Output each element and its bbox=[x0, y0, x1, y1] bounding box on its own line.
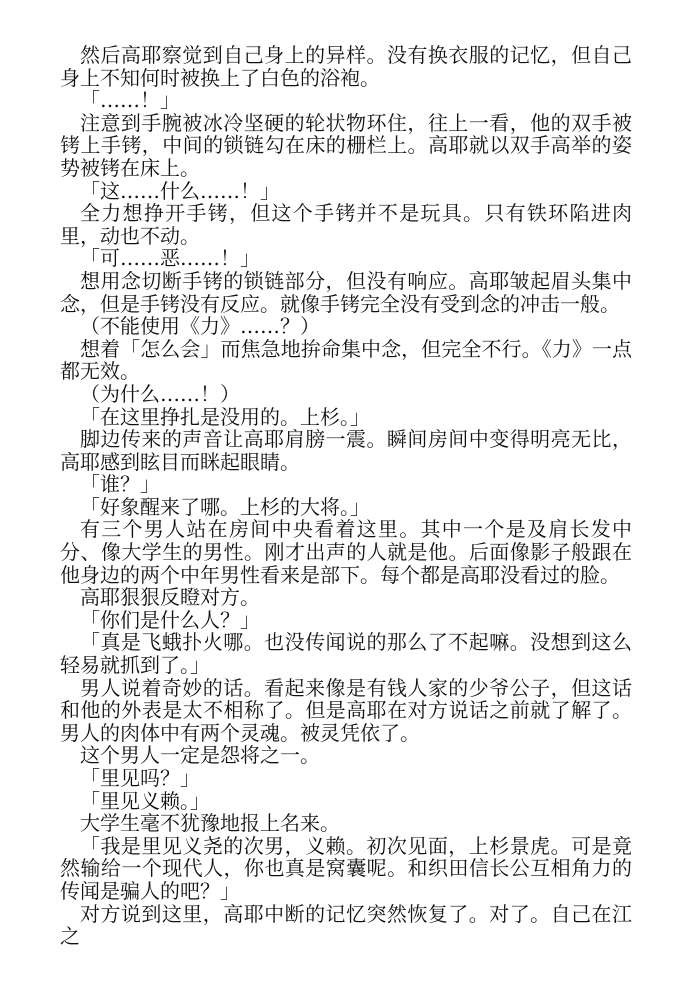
paragraph: 「你们是什么人？」 bbox=[80, 607, 260, 632]
paragraph: 「里见吗？」 bbox=[80, 766, 200, 790]
paragraph: （为什么……！） bbox=[80, 381, 240, 406]
paragraph: 这个男人一定是怨将之一。 bbox=[80, 743, 320, 768]
paragraph: 大学生毫不犹豫地报上名来。 bbox=[80, 811, 340, 836]
paragraph: 「真是飞蛾扑火哪。也没传闻说的那么了不起嘛。没想到这么轻易就抓到了。」 bbox=[60, 630, 632, 678]
paragraph: 「可……恶……！」 bbox=[80, 246, 260, 271]
paragraph: 注意到手腕被冰冷坚硬的轮状物环住，往上一看，他的双手被铐上手铐，中间的锁链勾在床的栅栏上。高耶就以双手高举的姿势被铐在床上。 bbox=[60, 110, 632, 180]
paragraph: 有三个男人站在房间中央看着这里。其中一个是及肩长发中分、像大学生的男性。刚才出声的人就是他。后面像影子般跟在他身边的两个中年男性看来是部下。每个都是高耶没看过的脸。 bbox=[60, 517, 632, 587]
paragraph: 「我是里见义尧的次男，义赖。初次见面，上杉景虎。可是竟然输给一个现代人，你也真是窝囊呢。和织田信长公互相角力的传闻是骗人的吧？」 bbox=[60, 833, 632, 903]
paragraph: 然后高耶察觉到自己身上的异样。没有换衣服的记忆，但自己身上不知何时被换上了白色的浴袍。 bbox=[60, 43, 632, 90]
paragraph: 高耶狠狠反瞪对方。 bbox=[80, 585, 260, 610]
paragraph: 「这……什么……！」 bbox=[80, 178, 280, 203]
paragraph: 想用念切断手铐的锁链部分，但没有响应。高耶皱起眉头集中念，但是手铐没有反应。就像手铐完全没有受到念的冲击一般。 bbox=[60, 268, 632, 316]
paragraph: 对方说到这里，高耶中断的记忆突然恢复了。对了。自己在江之 bbox=[60, 901, 632, 949]
paragraph: 全力想挣开手铐，但这个手铐并不是玩具。只有铁环陷进肉里，动也不动。 bbox=[60, 201, 632, 248]
paragraph: 「谁？」 bbox=[80, 472, 160, 497]
paragraph: 想着「怎么会」而焦急地拚命集中念，但完全不行。《力》一点都无效。 bbox=[60, 336, 632, 384]
paragraph: 「好象醒来了哪。上杉的大将。」 bbox=[80, 494, 370, 519]
paragraph: 男人说着奇妙的话。看起来像是有钱人家的少爷公子，但这话和他的外表是太不相称了。但是高耶在对方说话之前就了解了。男人的肉体中有两个灵魂。被灵凭依了。 bbox=[60, 675, 632, 745]
paragraph: 「在这里挣扎是没用的。上杉。」 bbox=[80, 404, 370, 429]
paragraph: 脚边传来的声音让高耶肩膀一震。瞬间房间中变得明亮无比，高耶感到眩目而眯起眼睛。 bbox=[60, 427, 632, 474]
body-text bbox=[60, 44, 632, 948]
paragraph: （不能使用《力》……？） bbox=[80, 314, 320, 339]
paragraph: 「……！」 bbox=[80, 88, 180, 113]
paragraph: 「里见义赖。」 bbox=[80, 788, 210, 813]
